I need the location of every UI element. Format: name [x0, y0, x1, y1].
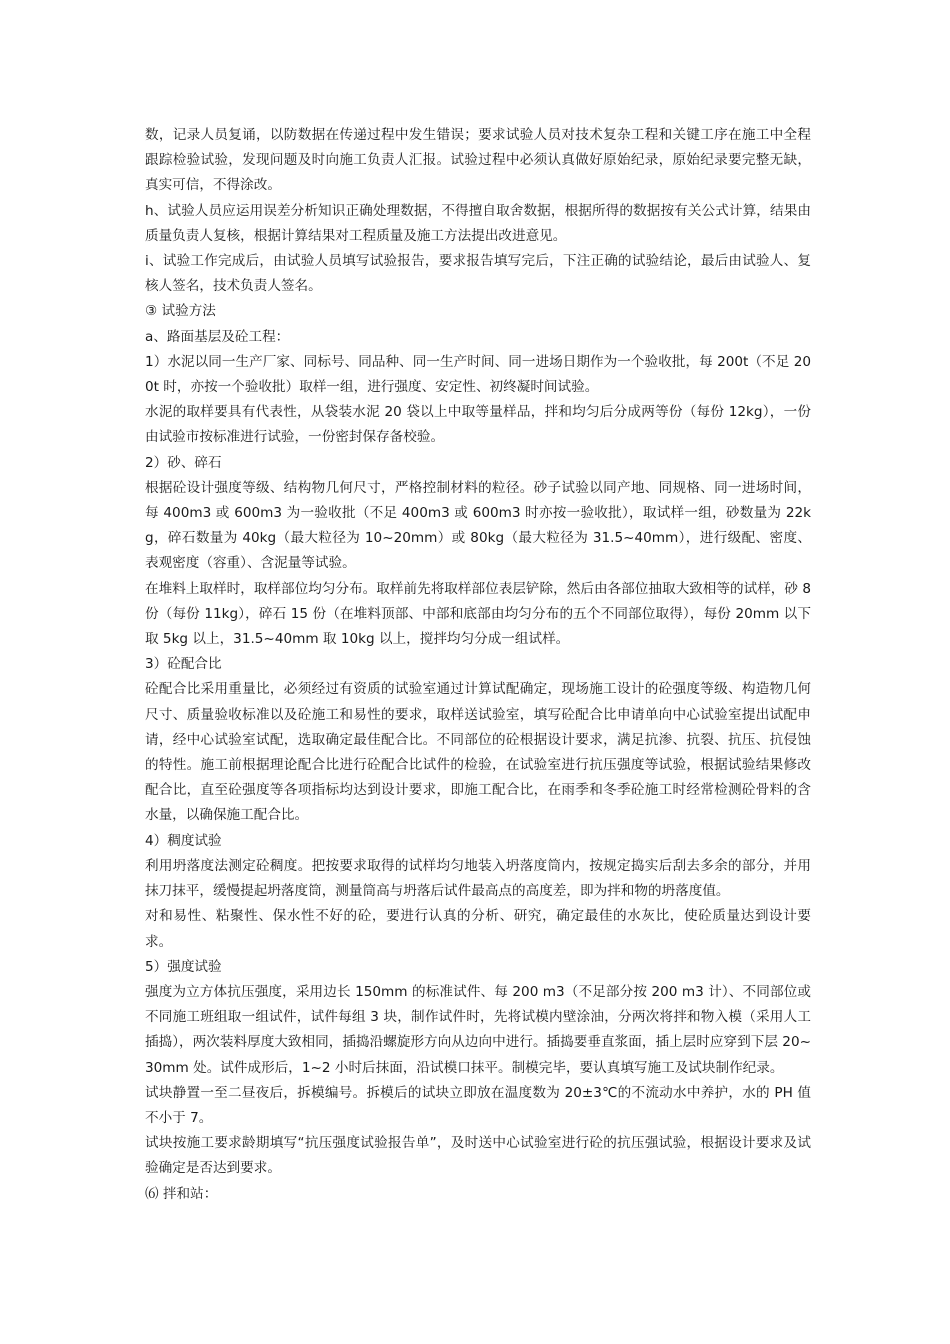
paragraph-sand-gravel-batch: 根据砼设计强度等级、结构物几何尺寸，严格控制材料的粒径。砂子试验以同产地、同规格、同一进场时间，每 400m3 或 600m3 为一验收批（不足 400m3 或 600m3 时亦按一验收批），取试样一组，砂数量为 22kg，碎石数量为 40kg（最大粒径为 10~20mm）或 80kg（最大粒径为 31.5~40mm），进行级配、密度、表观密度（容重）、含泥量等试验。: [145, 479, 811, 572]
heading-consistency-test: 4）稠度试验: [145, 832, 222, 849]
subsection-heading-pavement: a、路面基层及砼工程：: [145, 328, 290, 345]
paragraph-item-i: i、试验工作完成后，由试验人员填写试验报告，要求报告填写完后，下注正确的试验结论，最后由试验人、复核人签名，技术负责人签名。: [145, 253, 811, 295]
heading-mix-ratio: 3）砼配合比: [145, 656, 222, 673]
section-heading-test-methods: ③ 试验方法: [145, 303, 216, 320]
paragraph-mix-ratio: 砼配合比采用重量比，必须经过有资质的试验室通过计算试配确定，现场施工设计的砼强度等级、构造物几何尺寸、质量验收标准以及砼施工和易性的要求，取样送试验室，填写砼配合比申请单向中心试验室提出试配申请，经中心试验室试配，选取确定最佳配合比。不同部位的砼根据设计要求，满足抗渗、抗裂、抗压、抗侵蚀的特性。施工前根据理论配合比进行砼配合比试件的检验，在试验室进行抗压强度等试验，根据试验结果修改配合比，直至砼强度等各项指标均达到设计要求，即施工配合比，在雨季和冬季砼施工时经常检测砼骨料的含水量，以确保施工配合比。: [145, 681, 811, 824]
paragraph-stockpile-sampling: 在堆料上取样时，取样部位均匀分布。取样前先将取样部位表层铲除，然后由各部位抽取大致相等的试样，砂 8 份（每份 11kg），碎石 15 份（在堆料顶部、中部和底部由均匀分布的五个不同部位取得），每份 20mm 以下取 5kg 以上，31.5~40mm 取 10kg 以上，搅拌均匀分成一组试样。: [145, 580, 811, 648]
document-body: [145, 123, 811, 1207]
paragraph-cement-batch: 1）水泥以同一生产厂家、同标号、同品种、同一生产时间、同一进场日期作为一个验收批，每 200t（不足 200t 时，亦按一个验收批）取样一组，进行强度、安定性、初终凝时间试验。: [145, 353, 811, 396]
paragraph-workability: 对和易性、粘聚性、保水性不好的砼，要进行认真的分析、研究，确定最佳的水灰比，使砼质量达到设计要求。: [145, 908, 811, 950]
paragraph-slump-method: 利用坍落度法测定砼稠度。把按要求取得的试样均匀地装入坍落度筒内，按规定捣实后刮去多余的部分，并用抹刀抹平，缓慢提起坍落度筒，测量筒高与坍落后试件最高点的高度差，即为拌和物的坍落度值。: [145, 857, 811, 900]
paragraph-recording-procedure: 数，记录人员复诵，以防数据在传递过程中发生错误；要求试验人员对技术复杂工程和关键工序在施工中全程跟踪检验试验，发现问题及时向施工负责人汇报。试验过程中必须认真做好原始纪录，原始纪录要完整无缺，真实可信，不得涂改。: [145, 127, 811, 194]
paragraph-report: 试块按施工要求龄期填写“抗压强度试验报告单”，及时送中心试验室进行砼的抗压强试验，根据设计要求及试验确定是否达到要求。: [145, 1135, 811, 1177]
heading-strength-test: 5）强度试验: [145, 958, 222, 975]
paragraph-item-h: h、试验人员应运用误差分析知识正确处理数据，不得擅自取舍数据，根据所得的数据按有关公式计算，结果由质量负责人复核，根据计算结果对工程质量及施工方法提出改进意见。: [145, 202, 811, 244]
heading-mixing-station: ⑹ 拌和站：: [145, 1185, 218, 1202]
paragraph-cement-sampling: 水泥的取样要具有代表性，从袋装水泥 20 袋以上中取等量样品，拌和均匀后分成两等份（每份 12kg），一份由试验市按标准进行试验，一份密封保存备校验。: [145, 404, 811, 446]
paragraph-strength-specimen: 强度为立方体抗压强度，采用边长 150mm 的标准试件、每 200 m3（不足部分按 200 m3 计）、不同部位或不同施工班组取一组试件，试件每组 3 块，制作试件时，先将试模内壁涂油，分两次将拌和物入模（采用人工插捣），两次装料厚度大致相同，插捣沿螺旋形方向从边向中进行。插捣要垂直浆面，插上层时应穿到下层 20~30mm 处。试件成形后，1~2 小时后抹面，沿试模口抹平。制模完毕，要认真填写施工及试块制作纪录。: [145, 983, 811, 1076]
heading-sand-gravel: 2）砂、碎石: [145, 454, 222, 471]
paragraph-curing: 试块静置一至二昼夜后，拆模编号。拆模后的试块立即放在温度数为 20±3℃的不流动水中养护，水的 PH 值不小于 7。: [145, 1084, 811, 1126]
